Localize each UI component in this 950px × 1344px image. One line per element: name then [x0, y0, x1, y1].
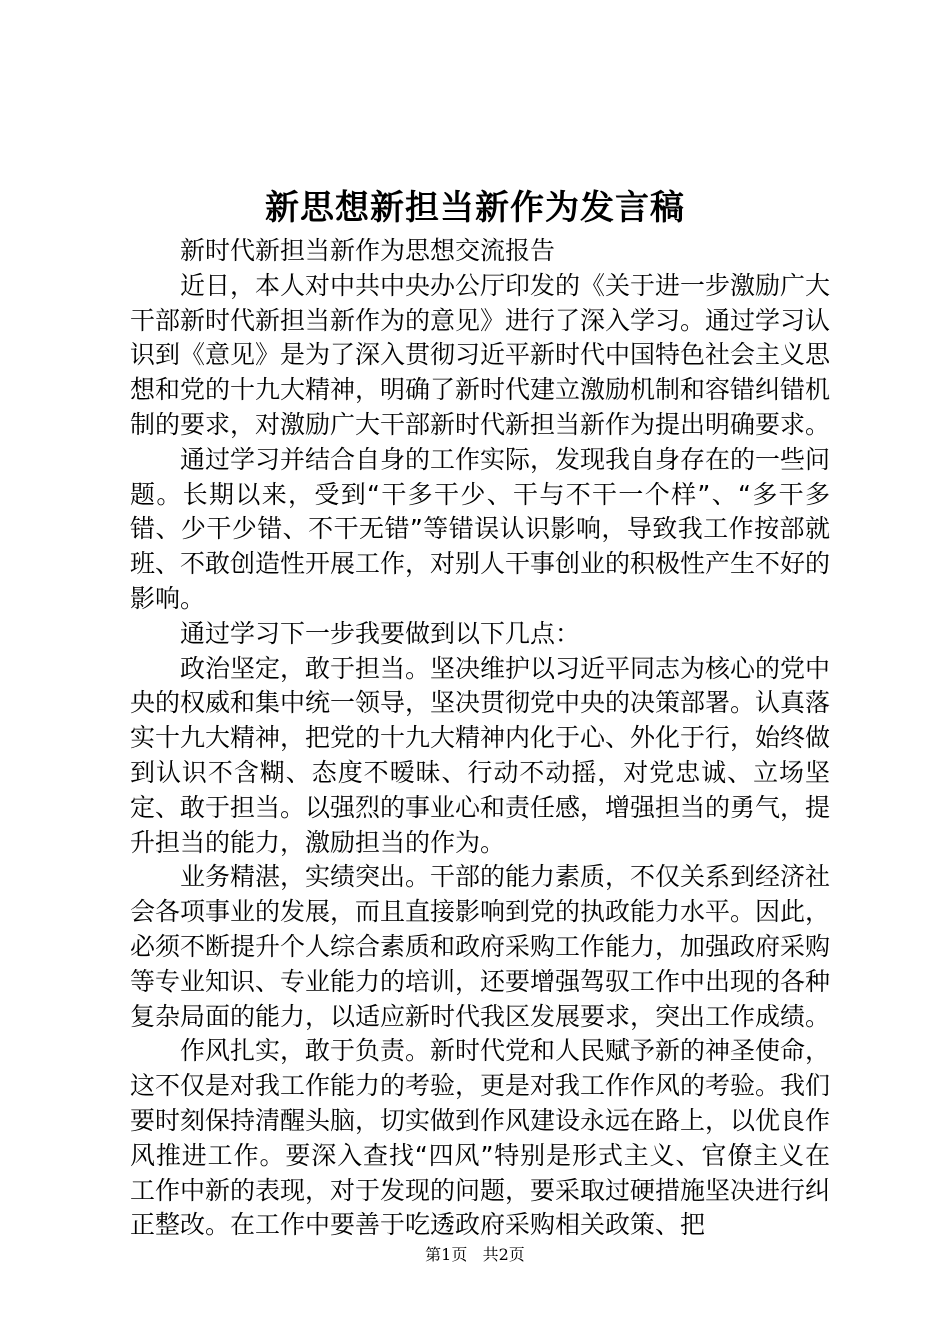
page-footer — [0, 1244, 950, 1266]
paragraph: 通过学习下一步我要做到以下几点： — [180, 618, 581, 648]
page-total: 共2页 — [482, 1245, 525, 1264]
page-number: 第1页 — [425, 1245, 468, 1264]
paragraph: 近日，本人对中共中央办公厅印发的《关于进一步激励广大干部新时代新担当新作为的意见》进行了深入学习。通过学习认识到《意见》是为了深入贯彻习近平新时代中国特色社会主义思想和党的十九大精神，明确了新时代建立激励机制和容错纠错机制的要求，对激励广大干部新时代新担当新作为提出明确要求。 — [130, 270, 831, 439]
paragraph-subtitle: 新时代新担当新作为思想交流报告 — [180, 236, 556, 265]
document-body — [130, 234, 830, 1243]
paragraph: 政治坚定，敢于担当。坚决维护以习近平同志为核心的党中央的权威和集中统一领导，坚决贯彻党中央的决策部署。认真落实十九大精神，把党的十九大精神内化于心、外化于行，始终做到认识不含糊、态度不暧昧、行动不动摇，对党忠诚、立场坚定、敢于担当。以强烈的事业心和责任感，增强担当的勇气，提升担当的能力，激励担当的作为。 — [130, 653, 831, 857]
paragraph: 业务精湛，实绩突出。干部的能力素质，不仅关系到经济社会各项事业的发展，而且直接影响到党的执政能力水平。因此，必须不断提升个人综合素质和政府采购工作能力，加强政府采购等专业知识、专业能力的培训，还要增强驾驭工作中出现的各种复杂局面的能力，以适应新时代我区发展要求，突出工作成绩。 — [130, 862, 831, 1031]
paragraph: 作风扎实，敢于负责。新时代党和人民赋予新的神圣使命，这不仅是对我工作能力的考验，更是对我工作作风的考验。我们要时刻保持清醒头脑，切实做到作风建设永远在路上，以优良作风推进工作。要深入查找“四风”特别是形式主义、官僚主义在工作中新的表现，对于发现的问题，要采取过硬措施坚决进行纠正整改。在工作中要善于吃透政府采购相关政策、把 — [130, 1036, 831, 1240]
document-title: 新思想新担当新作为发言稿 — [265, 188, 685, 228]
paragraph: 通过学习并结合自身的工作实际，发现我自身存在的一些问题。长期以来，受到“干多干少、干与不干一个样”、“多干多错、少干少错、不干无错”等错误认识影响，导致我工作按部就班、不敢创造性开展工作，对别人干事创业的积极性产生不好的影响。 — [130, 444, 831, 613]
